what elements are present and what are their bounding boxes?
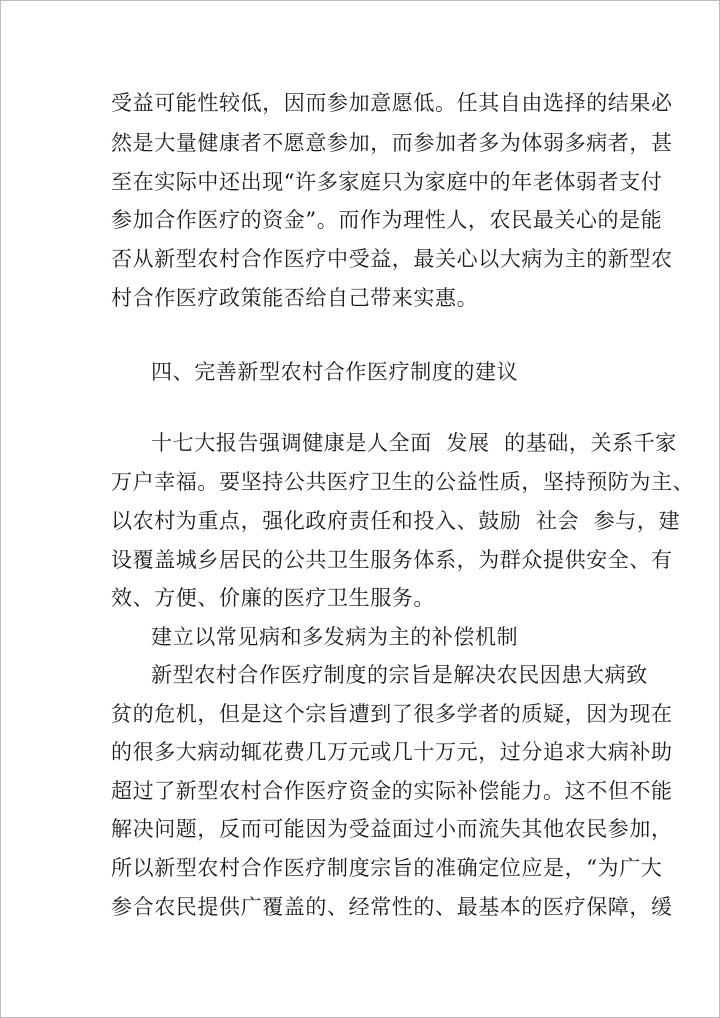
paragraph-3-line-4: 超过了新型农村合作医疗资金的实际补偿能力。这不但不能 xyxy=(111,779,673,803)
paragraph-1-line-2: 然是大量健康者不愿意参加，而参加者多为体弱多病者，甚 xyxy=(111,131,673,155)
paragraph-2-line-3: 以农村为重点，强化政府责任和投入、鼓励 社会 参与，建 xyxy=(111,509,681,533)
paragraph-2-line-5: 效、方便、价廉的医疗卫生服务。 xyxy=(111,586,435,610)
paragraph-3-line-2: 贫的危机，但是这个宗旨遭到了很多学者的质疑，因为现在 xyxy=(111,702,673,726)
paragraph-1-line-3: 至在实际中还出现“许多家庭只为家庭中的年老体弱者支付 xyxy=(111,170,663,194)
paragraph-3-line-7: 参合农民提供广覆盖的、经常性的、最基本的医疗保障，缓 xyxy=(111,895,673,919)
subheading: 建立以常见病和多发病为主的补偿机制 xyxy=(151,625,519,649)
paragraph-3-line-3: 的很多大病动辄花费几万元或几十万元，过分追求大病补助 xyxy=(111,740,673,764)
paragraph-3-line-5: 解决问题，反而可能因为受益面过小而流失其他农民参加， xyxy=(111,817,673,841)
paragraph-3-line-6: 所以新型农村合作医疗制度宗旨的准确定位应是，“为广大 xyxy=(111,856,663,880)
paragraph-2-line-2: 万户幸福。要坚持公共医疗卫生的公益性质，坚持预防为主、 xyxy=(111,470,695,494)
paragraph-2-line-4: 设覆盖城乡居民的公共卫生服务体系，为群众提供安全、有 xyxy=(111,548,673,572)
paragraph-1-line-4: 参加合作医疗的资金”。而作为理性人，农民最关心的是能 xyxy=(111,208,663,232)
paragraph-2-line-1: 十七大报告强调健康是人全面 发展 的基础，关系千家 xyxy=(151,431,677,455)
section-heading: 四、完善新型农村合作医疗制度的建议 xyxy=(151,360,519,384)
paragraph-1-line-6: 村合作医疗政策能否给自己带来实惠。 xyxy=(111,286,479,310)
paragraph-3-line-1: 新型农村合作医疗制度的宗旨是解决农民因患大病致 xyxy=(151,663,648,687)
paragraph-1-line-5: 否从新型农村合作医疗中受益，最关心以大病为主的新型农 xyxy=(111,247,673,271)
paragraph-1-line-1: 受益可能性较低，因而参加意愿低。任其自由选择的结果必 xyxy=(111,91,673,115)
